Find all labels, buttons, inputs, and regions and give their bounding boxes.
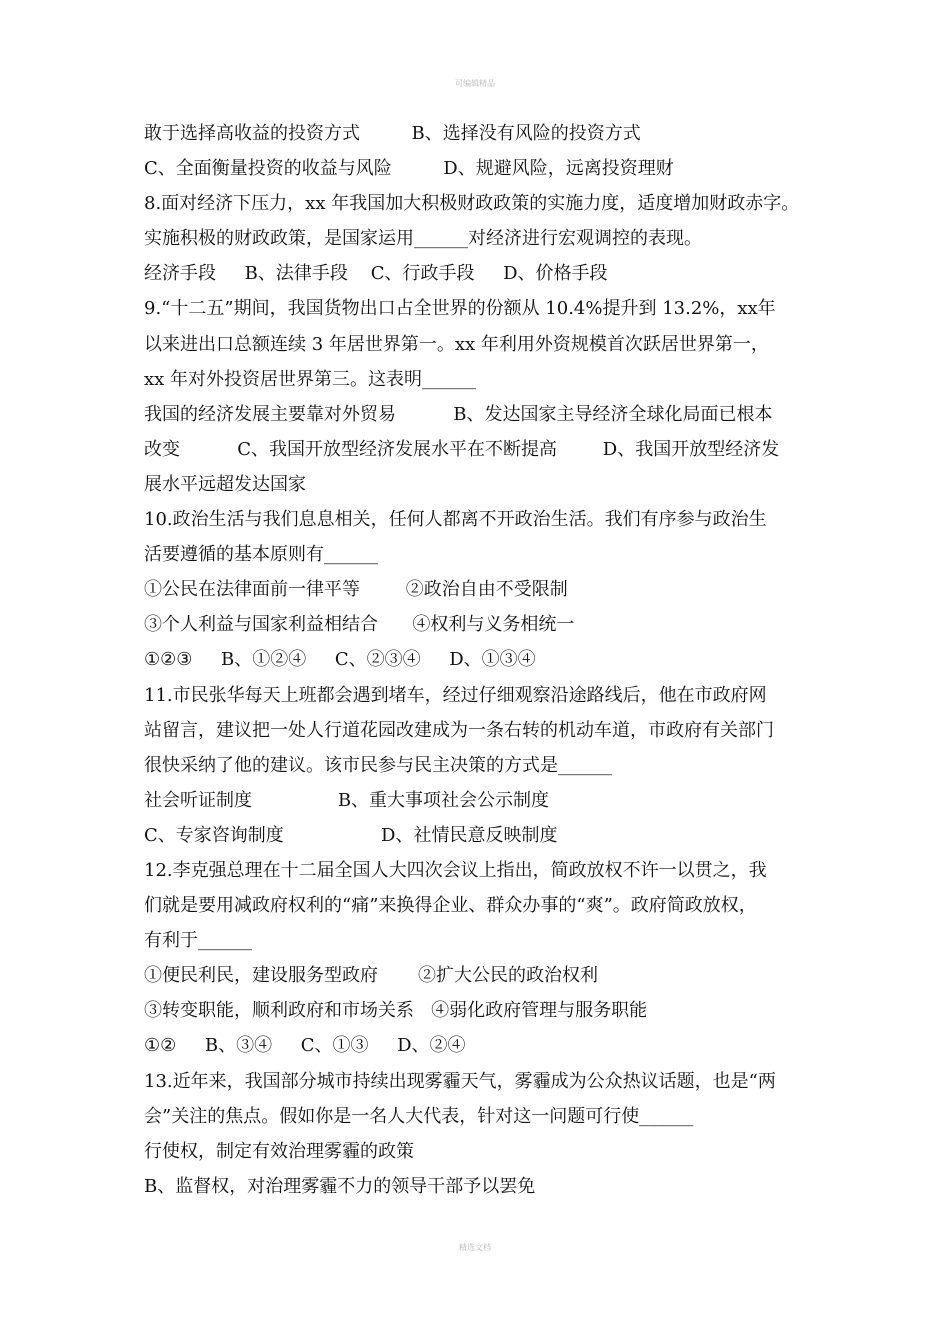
text-line: 经济手段 B、法律手段 C、行政手段 D、价格手段 <box>144 263 608 285</box>
text-line: 们就是要用减政府权利的“痛”来换得企业、群众办事的“爽”。政府简政放权， <box>144 895 757 917</box>
text-line: 13.近年来，我国部分城市持续出现雾霾天气，雾霾成为公众热议话题，也是“两 <box>144 1070 776 1092</box>
text-line: 展水平远超发达国家 <box>144 473 306 495</box>
text-line: ①公民在法律面前一律平等 ②政治自由不受限制 <box>144 579 568 601</box>
text-line: 站留言，建议把一处人行道花园改建成为一条右转的机动车道，市政府有关部门 <box>144 719 774 741</box>
text-line: B、监督权，对治理雾霾不力的领导干部予以罢免 <box>144 1175 536 1197</box>
text-line: 行使权，制定有效治理雾霾的政策 <box>144 1140 414 1162</box>
text-line: 很快采纳了他的建议。该市民参与民主决策的方式是______ <box>144 754 612 776</box>
text-line: 改变 C、我国开放型经济发展水平在不断提高 D、我国开放型经济发 <box>144 438 780 460</box>
page-header: 可编辑精品 <box>455 79 495 88</box>
text-line: C、专家咨询制度 D、社情民意反映制度 <box>144 824 558 846</box>
text-line: 社会听证制度 B、重大事项社会公示制度 <box>144 789 550 811</box>
text-line: 活要遵循的基本原则有______ <box>144 544 378 566</box>
document-body <box>144 116 812 1204</box>
text-line: 实施积极的财政政策，是国家运用______对经济进行宏观调控的表现。 <box>144 228 702 250</box>
text-line: 敢于选择高收益的投资方式 B、选择没有风险的投资方式 <box>144 123 641 144</box>
text-line: ①② B、③④ C、①③ D、②④ <box>144 1035 466 1057</box>
text-line: xx 年对外投资居世界第三。这表明______ <box>144 368 477 390</box>
text-line: 8.面对经济下压力，xx 年我国加大积极财政政策的实施力度，适度增加财政赤字。 <box>144 193 800 215</box>
text-line: 11.市民张华每天上班都会遇到堵车，经过仔细观察沿途路线后，他在市政府网 <box>144 684 767 706</box>
text-line: 12.李克强总理在十二届全国人大四次会议上指出，简政放权不许一以贯之，我 <box>144 859 767 881</box>
text-line: 有利于______ <box>144 930 252 952</box>
text-line: 9.“十二五”期间，我国货物出口占全世界的份额从 10.4%提升到 13.2%，xx年 <box>144 298 776 320</box>
text-line: ③转变职能，顺利政府和市场关系 ④弱化政府管理与服务职能 <box>144 1000 648 1022</box>
text-line: 我国的经济发展主要靠对外贸易 B、发达国家主导经济全球化局面已根本 <box>144 403 773 425</box>
text-line: ③个人利益与国家利益相结合 ④权利与义务相统一 <box>144 614 575 636</box>
text-line: C、全面衡量投资的收益与风险 D、规避风险，远离投资理财 <box>144 158 674 180</box>
text-line: 会”关注的焦点。假如你是一名人大代表，针对这一问题可行使______ <box>144 1105 694 1127</box>
text-line: 10.政治生活与我们息息相关，任何人都离不开政治生活。我们有序参与政治生 <box>144 509 767 531</box>
page-footer: 精选文档 <box>459 1243 491 1252</box>
text-line: ①②③ B、①②④ C、②③④ D、①③④ <box>144 649 536 671</box>
text-line: 以来进出口总额连续 3 年居世界第一。xx 年利用外资规模首次跃居世界第一， <box>144 333 769 355</box>
text-line: ①便民利民，建设服务型政府 ②扩大公民的政治权利 <box>144 965 599 987</box>
